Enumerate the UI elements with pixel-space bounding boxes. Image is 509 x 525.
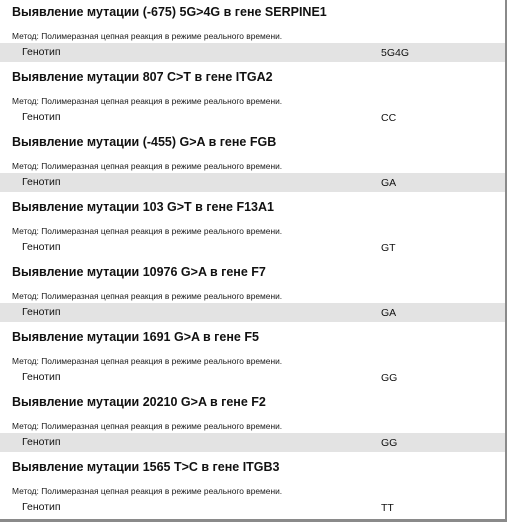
genotype-label: Генотип	[22, 176, 61, 188]
test-title: Выявление мутации 1691 G>A в гене F5	[12, 330, 259, 344]
test-block	[0, 130, 505, 195]
genotype-value: TT	[381, 502, 394, 514]
test-block	[0, 65, 505, 130]
genotype-row	[0, 108, 505, 127]
test-method: Метод: Полимеразная цепная реакция в режиме реального времени.	[12, 486, 283, 496]
genotype-value: GA	[381, 177, 397, 189]
genotype-row	[0, 433, 505, 452]
test-method: Метод: Полимеразная цепная реакция в режиме реального времени.	[12, 96, 283, 106]
test-block	[0, 260, 505, 325]
genotype-label: Генотип	[22, 241, 61, 253]
test-title: Выявление мутации 20210 G>A в гене F2	[12, 395, 266, 409]
genotype-row	[0, 303, 505, 322]
genotype-row	[0, 173, 505, 192]
genotype-value: GG	[381, 437, 398, 449]
test-title: Выявление мутации (-455) G>A в гене FGB	[12, 135, 277, 149]
test-title: Выявление мутации 10976 G>A в гене F7	[12, 265, 266, 279]
genotype-label: Генотип	[22, 371, 61, 383]
genotype-label: Генотип	[22, 501, 61, 513]
genotype-value: GA	[381, 307, 397, 319]
genotype-value: GT	[381, 242, 396, 254]
genotype-label: Генотип	[22, 436, 61, 448]
test-method: Метод: Полимеразная цепная реакция в режиме реального времени.	[12, 356, 283, 366]
genotype-row	[0, 368, 505, 387]
genotype-row	[0, 238, 505, 257]
test-block	[0, 390, 505, 455]
test-method: Метод: Полимеразная цепная реакция в режиме реального времени.	[12, 421, 283, 431]
genotype-label: Генотип	[22, 46, 61, 58]
test-title: Выявление мутации 807 C>T в гене ITGA2	[12, 70, 273, 84]
test-block	[0, 195, 505, 260]
genotype-row	[0, 498, 505, 517]
genotype-label: Генотип	[22, 111, 61, 123]
genotype-value: GG	[381, 372, 398, 384]
test-method: Метод: Полимеразная цепная реакция в режиме реального времени.	[12, 31, 283, 41]
genotype-row	[0, 43, 505, 62]
test-method: Метод: Полимеразная цепная реакция в режиме реального времени.	[12, 291, 283, 301]
genotype-label: Генотип	[22, 306, 61, 318]
genotype-value: CC	[381, 112, 397, 124]
test-block	[0, 455, 505, 520]
test-block	[0, 0, 505, 65]
test-method: Метод: Полимеразная цепная реакция в режиме реального времени.	[12, 226, 283, 236]
test-title: Выявление мутации 103 G>T в гене F13A1	[12, 200, 274, 214]
test-method: Метод: Полимеразная цепная реакция в режиме реального времени.	[12, 161, 283, 171]
genotype-value: 5G4G	[381, 47, 410, 59]
test-title: Выявление мутации 1565 T>C в гене ITGB3	[12, 460, 280, 474]
test-title: Выявление мутации (-675) 5G>4G в гене SERPINE1	[12, 5, 327, 19]
test-block	[0, 325, 505, 390]
